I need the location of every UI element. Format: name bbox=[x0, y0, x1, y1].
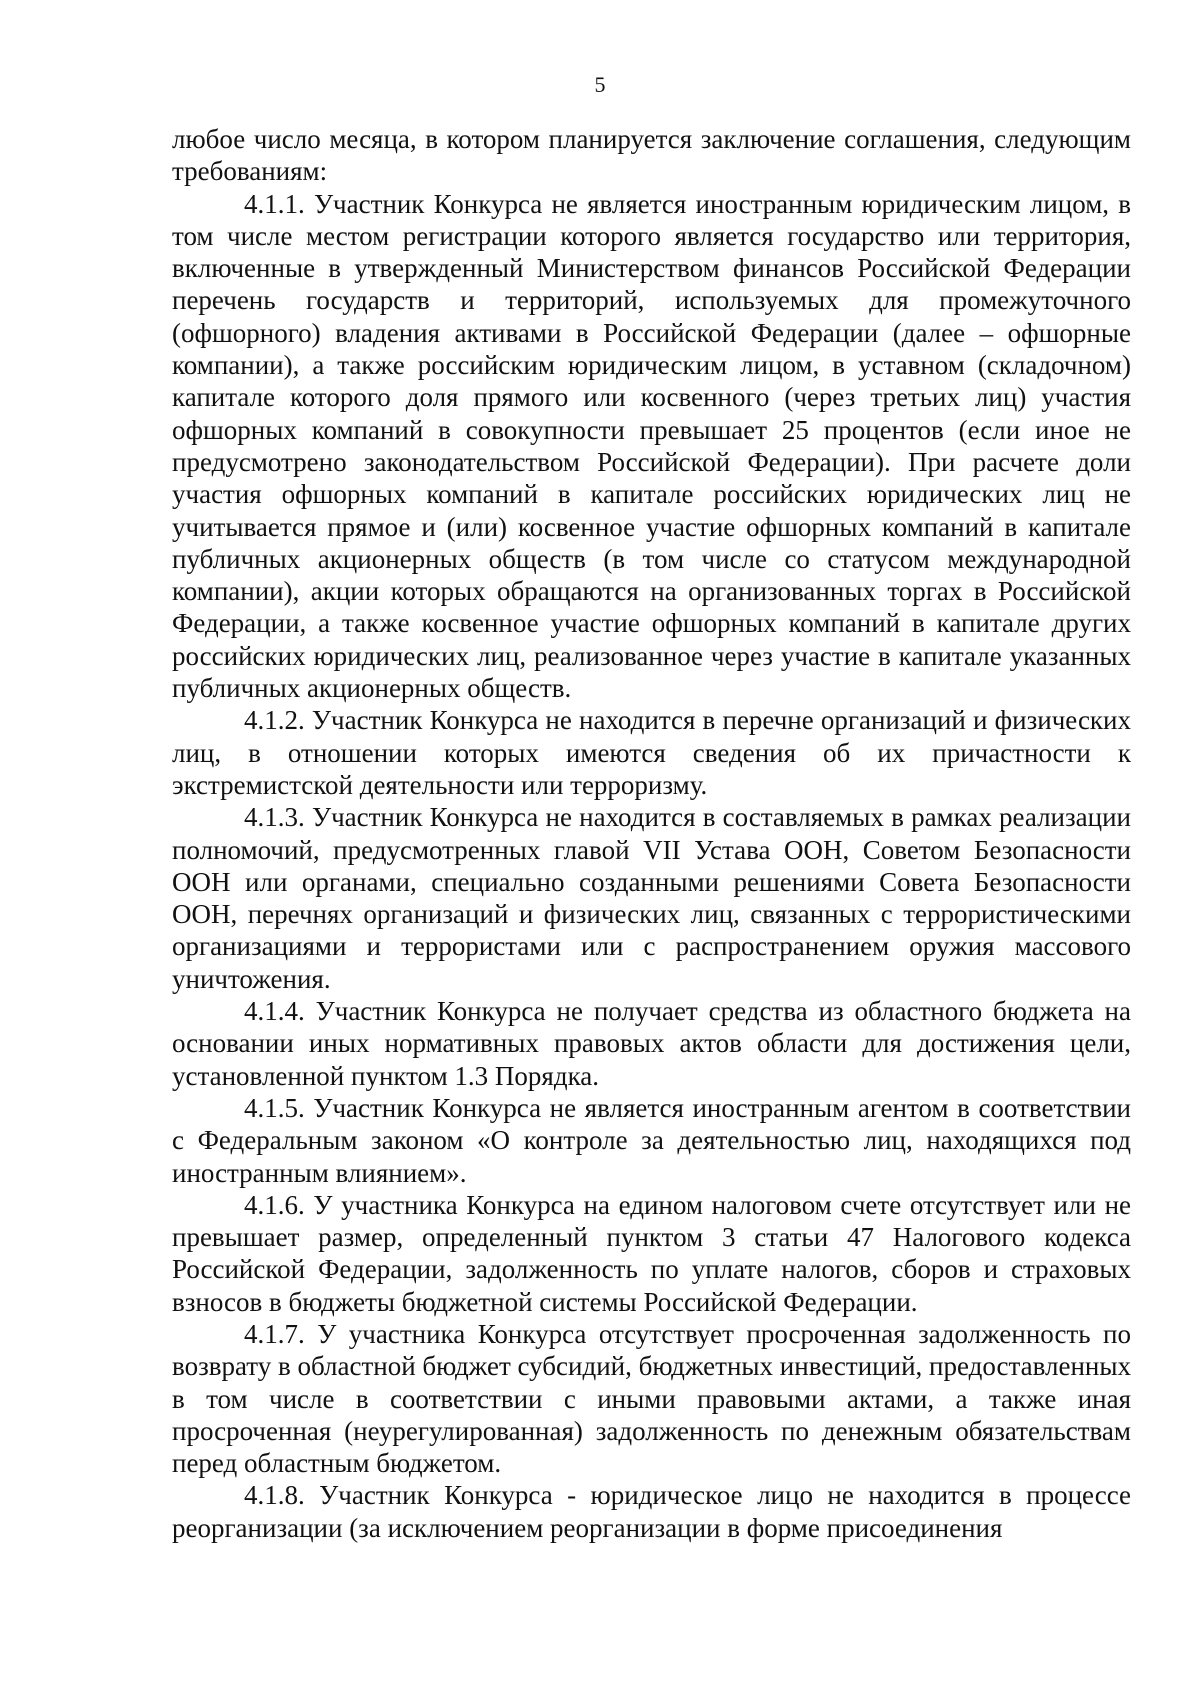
paragraph-4-1-2: 4.1.2. Участник Конкурса не находится в перечне организаций и физических лиц, в отношении которых имеются сведения об их причастности к экстремистской деятельности или терроризму. bbox=[172, 705, 1131, 800]
paragraph-4-1-1: 4.1.1. Участник Конкурса не является иностранным юридическим лицом, в том числе местом регистрации которого является государство или территория, включенные в утвержденный Министерством финансов Российской Федерации перечень государств и территорий, используемых для промежуточного (офшорного) владения активами в Российской Федерации (далее – офшорные компании), а также российским юридическим лицом, в уставном (складочном) капитале которого доля прямого или косвенного (через третьих лиц) участия офшорных компаний в совокупности превышает 25 процентов (если иное не предусмотрено законодательством Российской Федерации). При расчете доли участия офшорных компаний в капитале российских юридических лиц не учитывается прямое и (или) косвенное участие офшорных компаний в капитале публичных акционерных обществ (в том числе со статусом международной компании), акции которых обращаются на организованных торгах в Российской Федерации, а также косвенное участие офшорных компаний в капитале других российских юридических лиц, реализованное через участие в капитале указанных публичных акционерных обществ. bbox=[172, 188, 1131, 704]
paragraph-4-1-3: 4.1.3. Участник Конкурса не находится в составляемых в рамках реализации полномочий, предусмотренных главой VII Устава ООН, Советом Безопасности ООН или органами, специально созданными решениями Совета Безопасности ООН, перечнях организаций и физических лиц, связанных с террористическими организациями и террористами или с распространением оружия массового уничтожения. bbox=[172, 802, 1131, 994]
paragraph-4-1-4: 4.1.4. Участник Конкурса не получает средства из областного бюджета на основании иных нормативных правовых актов области для достижения цели, установленной пунктом 1.3 Порядка. bbox=[172, 996, 1131, 1091]
document-body bbox=[172, 123, 1131, 1544]
paragraph-4-1-8: 4.1.8. Участник Конкурса - юридическое лицо не находится в процессе реорганизации (за исключением реорганизации в форме присоединения bbox=[172, 1480, 1131, 1543]
paragraph-continuation: любое число месяца, в котором планируется заключение соглашения, следующим требованиям: bbox=[172, 124, 1131, 187]
paragraph-4-1-5: 4.1.5. Участник Конкурса не является иностранным агентом в соответствии с Федеральным законом «О контроле за деятельностью лиц, находящихся под иностранным влиянием». bbox=[172, 1092, 1131, 1188]
paragraph-4-1-6: 4.1.6. У участника Конкурса на едином налоговом счете отсутствует или не превышает размер, определенный пунктом 3 статьи 47 Налогового кодекса Российской Федерации, задолженность по уплате налогов, сборов и страховых взносов в бюджеты бюджетной системы Российской Федерации. bbox=[172, 1189, 1131, 1317]
paragraph-4-1-7: 4.1.7. У участника Конкурса отсутствует просроченная задолженность по возврату в областной бюджет субсидий, бюджетных инвестиций, предоставленных в том числе в соответствии с иными правовыми актами, а также иная просроченная (неурегулированная) задолженность по денежным обязательствам перед областным бюджетом. bbox=[172, 1318, 1131, 1479]
page-number: 5 bbox=[594, 72, 606, 97]
